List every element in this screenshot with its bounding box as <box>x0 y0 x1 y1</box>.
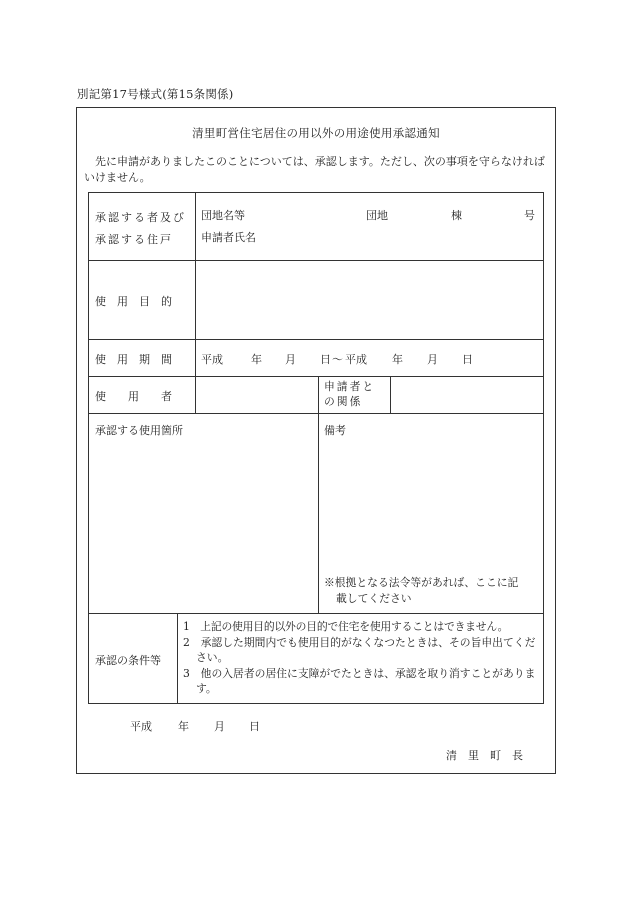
period-end-day: 日 <box>462 353 473 366</box>
period-start-day: 日 <box>320 353 331 366</box>
purpose-field <box>196 261 543 338</box>
approver-label-line2: 承認する住戸 <box>95 233 173 246</box>
form-reference: 別記第17号様式(第15条関係) <box>77 87 234 101</box>
remarks-note <box>324 575 542 607</box>
period-end-era: 平成 <box>345 353 367 366</box>
period-start-year: 年 <box>251 353 262 366</box>
applicant-name-label: 申請者氏名 <box>201 231 256 244</box>
period-end-year: 年 <box>392 353 403 366</box>
building-label: 棟 <box>451 209 462 222</box>
conditions-list <box>183 619 542 697</box>
date-month: 月 <box>214 720 225 733</box>
remarks-label: 備考 <box>324 424 346 437</box>
complex-name-label: 団地名等 <box>201 209 245 222</box>
date-year: 年 <box>178 720 189 733</box>
condition-item: 3 他の入居者の居住に支障がでたときは、承認を取り消すことがあります。 <box>183 666 536 695</box>
intro-text: 先に申請がありましたこのことについては、承認します。ただし、次の事項を守らなければいけません。 <box>84 155 545 184</box>
relation-column-divider <box>390 376 391 413</box>
complex-label: 団地 <box>366 209 388 222</box>
approver-label-line1: 承認する者及び <box>95 211 186 224</box>
date-day: 日 <box>249 720 260 733</box>
relation-label-line2: の関係 <box>324 395 363 408</box>
remarks-note-line1: ※根拠となる法令等があれば、ここに記 <box>324 576 519 589</box>
number-label: 号 <box>524 209 535 222</box>
period-end-month: 月 <box>427 353 438 366</box>
document-title: 清里町営住宅居住の用以外の用途使用承認通知 <box>192 126 440 140</box>
row-divider <box>88 339 544 340</box>
relation-label-line1: 申請者と <box>324 380 376 393</box>
purpose-label: 使 用 目 的 <box>95 295 172 308</box>
period-start-era: 平成 <box>201 353 223 366</box>
period-tilde: 〜 <box>332 353 343 366</box>
remarks-note-line2: 載してください <box>336 592 412 605</box>
approver-label <box>95 207 191 251</box>
conditions-label: 承認の条件等 <box>95 654 161 667</box>
condition-item: 1 上記の使用目的以外の目的で住宅を使用することはできません。 <box>183 620 509 633</box>
issuer-signature: 清 里 町 長 <box>446 749 523 762</box>
row-divider <box>88 413 544 414</box>
date-era: 平成 <box>130 720 152 733</box>
period-label: 使 用 期 間 <box>95 353 172 366</box>
user-label: 使 用 者 <box>95 390 172 403</box>
location-label: 承認する使用箇所 <box>95 424 183 437</box>
period-start-month: 月 <box>285 353 296 366</box>
row-divider <box>88 376 544 377</box>
condition-item: 2 承認した期間内でも使用目的がなくなつたときは、その旨申出てください。 <box>183 635 536 664</box>
relation-label <box>324 379 375 409</box>
conditions-column-divider <box>177 613 178 704</box>
row-divider <box>88 613 544 614</box>
middle-column-divider <box>318 376 319 613</box>
